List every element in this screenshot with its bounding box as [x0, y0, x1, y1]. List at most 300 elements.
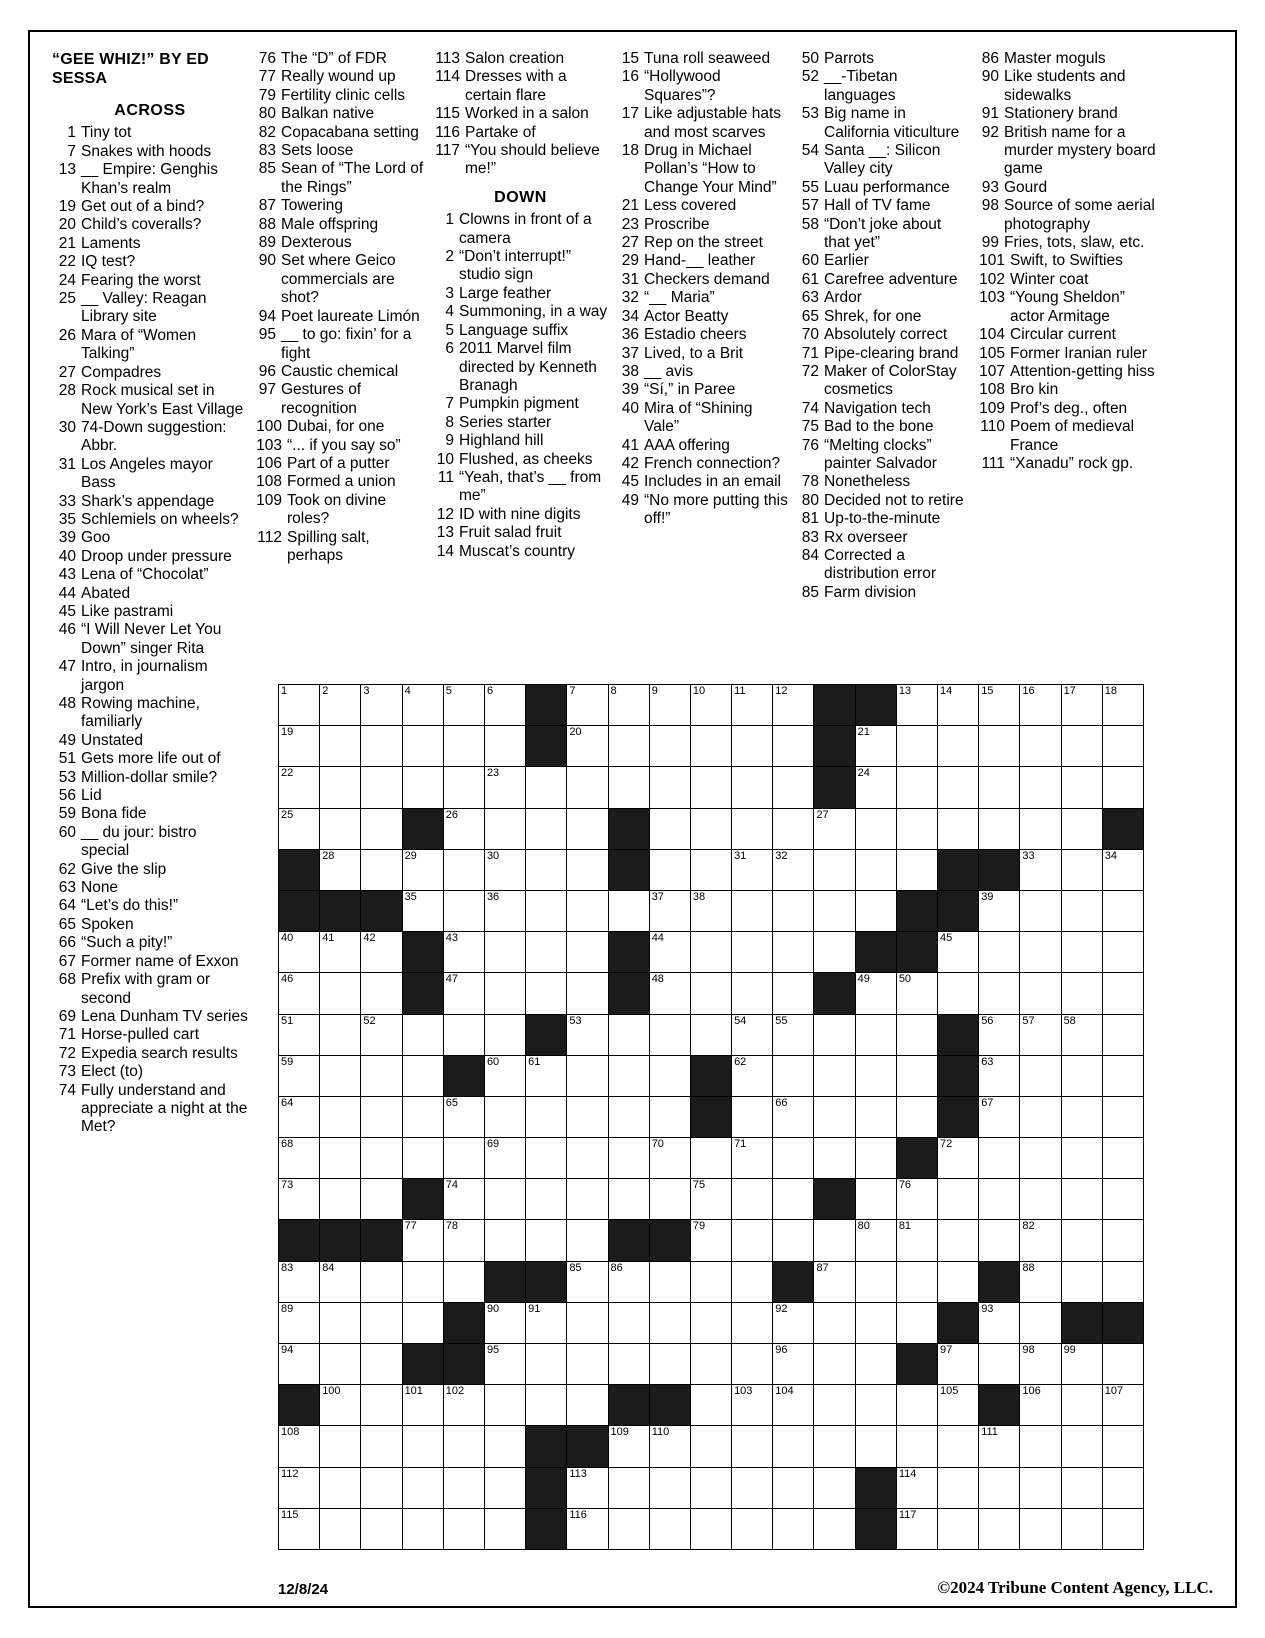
grid-cell[interactable]	[1102, 1179, 1143, 1220]
grid-cell[interactable]	[402, 1385, 443, 1426]
grid-cell[interactable]	[1020, 1385, 1061, 1426]
grid-cell[interactable]	[732, 973, 773, 1014]
grid-cell[interactable]	[732, 1138, 773, 1179]
grid-cell[interactable]	[896, 1014, 937, 1055]
grid-cell[interactable]	[773, 1508, 814, 1549]
grid-cell[interactable]	[320, 1344, 361, 1385]
grid-cell[interactable]	[896, 1261, 937, 1302]
grid-cell[interactable]	[1061, 808, 1102, 849]
grid-cell[interactable]	[690, 1014, 731, 1055]
grid-cell[interactable]	[443, 973, 484, 1014]
grid-cell[interactable]	[526, 808, 567, 849]
grid-cell[interactable]	[1020, 973, 1061, 1014]
grid-cell[interactable]	[979, 1508, 1020, 1549]
grid-cell[interactable]	[773, 1385, 814, 1426]
grid-cell[interactable]	[567, 890, 608, 931]
grid-cell[interactable]	[484, 890, 525, 931]
grid-cell[interactable]	[1102, 1096, 1143, 1137]
grid-cell[interactable]	[732, 1220, 773, 1261]
grid-cell[interactable]	[1020, 1344, 1061, 1385]
grid-cell[interactable]	[484, 1220, 525, 1261]
grid-cell[interactable]	[526, 1220, 567, 1261]
grid-cell[interactable]	[402, 767, 443, 808]
grid-cell[interactable]	[690, 767, 731, 808]
grid-cell[interactable]	[526, 767, 567, 808]
grid-cell[interactable]	[567, 973, 608, 1014]
grid-cell[interactable]	[320, 849, 361, 890]
grid-cell[interactable]	[320, 1055, 361, 1096]
grid-cell[interactable]	[732, 1096, 773, 1137]
grid-cell[interactable]	[649, 1426, 690, 1467]
grid-cell[interactable]	[690, 1344, 731, 1385]
grid-cell[interactable]	[896, 685, 937, 726]
grid-cell[interactable]	[361, 1138, 402, 1179]
grid-cell[interactable]	[1020, 1261, 1061, 1302]
grid-cell[interactable]	[690, 932, 731, 973]
grid-cell[interactable]	[896, 973, 937, 1014]
grid-cell[interactable]	[1102, 767, 1143, 808]
grid-cell[interactable]	[361, 1096, 402, 1137]
grid-cell[interactable]	[443, 1014, 484, 1055]
grid-cell[interactable]	[320, 685, 361, 726]
grid-cell[interactable]	[320, 1385, 361, 1426]
grid-cell[interactable]	[361, 932, 402, 973]
grid-cell[interactable]	[1061, 1055, 1102, 1096]
grid-cell[interactable]	[896, 1426, 937, 1467]
grid-cell[interactable]	[649, 767, 690, 808]
grid-cell[interactable]	[979, 1220, 1020, 1261]
grid-cell[interactable]	[1020, 890, 1061, 931]
grid-cell[interactable]	[896, 1302, 937, 1343]
grid-cell[interactable]	[1020, 685, 1061, 726]
grid-cell[interactable]	[855, 1096, 896, 1137]
grid-cell[interactable]	[896, 726, 937, 767]
grid-cell[interactable]	[567, 1220, 608, 1261]
grid-cell[interactable]	[1102, 1138, 1143, 1179]
grid-cell[interactable]	[526, 890, 567, 931]
grid-cell[interactable]	[320, 1138, 361, 1179]
grid-cell[interactable]	[773, 1138, 814, 1179]
grid-cell[interactable]	[938, 726, 979, 767]
grid-cell[interactable]	[1061, 849, 1102, 890]
grid-cell[interactable]	[567, 1344, 608, 1385]
grid-cell[interactable]	[361, 1014, 402, 1055]
grid-cell[interactable]	[402, 1508, 443, 1549]
grid-cell[interactable]	[649, 1261, 690, 1302]
grid-cell[interactable]	[814, 808, 855, 849]
grid-cell[interactable]	[773, 932, 814, 973]
grid-cell[interactable]	[279, 1344, 320, 1385]
grid-cell[interactable]	[773, 808, 814, 849]
grid-cell[interactable]	[773, 890, 814, 931]
grid-cell[interactable]	[526, 1302, 567, 1343]
grid-cell[interactable]	[773, 685, 814, 726]
grid-cell[interactable]	[567, 932, 608, 973]
grid-cell[interactable]	[1020, 726, 1061, 767]
grid-cell[interactable]	[1020, 1508, 1061, 1549]
grid-cell[interactable]	[690, 1467, 731, 1508]
grid-cell[interactable]	[649, 1138, 690, 1179]
grid-cell[interactable]	[567, 1138, 608, 1179]
grid-cell[interactable]	[443, 767, 484, 808]
grid-cell[interactable]	[608, 1302, 649, 1343]
grid-cell[interactable]	[814, 890, 855, 931]
grid-cell[interactable]	[979, 1344, 1020, 1385]
grid-cell[interactable]	[1102, 1426, 1143, 1467]
grid-cell[interactable]	[690, 726, 731, 767]
grid-cell[interactable]	[443, 726, 484, 767]
grid-cell[interactable]	[814, 1261, 855, 1302]
grid-cell[interactable]	[649, 1508, 690, 1549]
grid-cell[interactable]	[320, 1426, 361, 1467]
grid-cell[interactable]	[732, 1467, 773, 1508]
grid-cell[interactable]	[1102, 685, 1143, 726]
grid-cell[interactable]	[649, 1467, 690, 1508]
grid-cell[interactable]	[1061, 685, 1102, 726]
grid-cell[interactable]	[979, 973, 1020, 1014]
grid-cell[interactable]	[1102, 1385, 1143, 1426]
grid-cell[interactable]	[1102, 1055, 1143, 1096]
grid-cell[interactable]	[938, 1467, 979, 1508]
grid-cell[interactable]	[484, 1426, 525, 1467]
grid-cell[interactable]	[1061, 932, 1102, 973]
grid-cell[interactable]	[690, 808, 731, 849]
grid-cell[interactable]	[773, 1344, 814, 1385]
grid-cell[interactable]	[979, 808, 1020, 849]
grid-cell[interactable]	[608, 1014, 649, 1055]
grid-cell[interactable]	[773, 1179, 814, 1220]
grid-cell[interactable]	[1061, 726, 1102, 767]
grid-cell[interactable]	[361, 1055, 402, 1096]
grid-cell[interactable]	[1061, 1096, 1102, 1137]
grid-cell[interactable]	[279, 808, 320, 849]
grid-cell[interactable]	[279, 1096, 320, 1137]
grid-cell[interactable]	[814, 1426, 855, 1467]
grid-cell[interactable]	[567, 1055, 608, 1096]
grid-cell[interactable]	[402, 726, 443, 767]
grid-cell[interactable]	[814, 1302, 855, 1343]
grid-cell[interactable]	[608, 1344, 649, 1385]
grid-cell[interactable]	[361, 849, 402, 890]
grid-cell[interactable]	[443, 890, 484, 931]
grid-cell[interactable]	[443, 932, 484, 973]
grid-cell[interactable]	[526, 973, 567, 1014]
grid-cell[interactable]	[320, 808, 361, 849]
grid-cell[interactable]	[814, 1138, 855, 1179]
grid-cell[interactable]	[567, 808, 608, 849]
grid-cell[interactable]	[1061, 1179, 1102, 1220]
grid-cell[interactable]	[279, 685, 320, 726]
grid-cell[interactable]	[1061, 1426, 1102, 1467]
grid-cell[interactable]	[855, 1302, 896, 1343]
grid-cell[interactable]	[484, 1302, 525, 1343]
grid-cell[interactable]	[608, 1261, 649, 1302]
grid-cell[interactable]	[608, 890, 649, 931]
grid-cell[interactable]	[855, 808, 896, 849]
grid-cell[interactable]	[732, 726, 773, 767]
grid-cell[interactable]	[896, 1055, 937, 1096]
grid-cell[interactable]	[855, 849, 896, 890]
grid-cell[interactable]	[1061, 1138, 1102, 1179]
grid-cell[interactable]	[1020, 1467, 1061, 1508]
grid-cell[interactable]	[1102, 890, 1143, 931]
grid-cell[interactable]	[732, 932, 773, 973]
grid-cell[interactable]	[855, 767, 896, 808]
grid-cell[interactable]	[649, 1344, 690, 1385]
grid-cell[interactable]	[649, 890, 690, 931]
grid-cell[interactable]	[608, 767, 649, 808]
grid-cell[interactable]	[320, 1467, 361, 1508]
grid-cell[interactable]	[279, 1261, 320, 1302]
grid-cell[interactable]	[484, 1096, 525, 1137]
grid-cell[interactable]	[649, 1096, 690, 1137]
grid-cell[interactable]	[979, 1179, 1020, 1220]
grid-cell[interactable]	[484, 1385, 525, 1426]
grid-cell[interactable]	[443, 1508, 484, 1549]
grid-cell[interactable]	[567, 1467, 608, 1508]
grid-cell[interactable]	[732, 890, 773, 931]
grid-cell[interactable]	[402, 1426, 443, 1467]
grid-cell[interactable]	[361, 1302, 402, 1343]
grid-cell[interactable]	[649, 849, 690, 890]
grid-cell[interactable]	[608, 1508, 649, 1549]
grid-cell[interactable]	[855, 1426, 896, 1467]
grid-cell[interactable]	[320, 1508, 361, 1549]
grid-cell[interactable]	[1102, 849, 1143, 890]
grid-cell[interactable]	[773, 1014, 814, 1055]
grid-cell[interactable]	[484, 1508, 525, 1549]
grid-cell[interactable]	[402, 1302, 443, 1343]
grid-cell[interactable]	[484, 808, 525, 849]
grid-cell[interactable]	[649, 1014, 690, 1055]
grid-cell[interactable]	[773, 1220, 814, 1261]
grid-cell[interactable]	[402, 1261, 443, 1302]
grid-cell[interactable]	[484, 1344, 525, 1385]
grid-cell[interactable]	[402, 1096, 443, 1137]
grid-cell[interactable]	[1020, 1014, 1061, 1055]
grid-cell[interactable]	[690, 849, 731, 890]
grid-cell[interactable]	[814, 1385, 855, 1426]
grid-cell[interactable]	[484, 685, 525, 726]
grid-cell[interactable]	[649, 808, 690, 849]
grid-cell[interactable]	[484, 726, 525, 767]
grid-cell[interactable]	[526, 1055, 567, 1096]
grid-cell[interactable]	[1020, 1096, 1061, 1137]
grid-cell[interactable]	[896, 1467, 937, 1508]
grid-cell[interactable]	[732, 685, 773, 726]
grid-cell[interactable]	[320, 726, 361, 767]
grid-cell[interactable]	[361, 1426, 402, 1467]
grid-cell[interactable]	[814, 1220, 855, 1261]
grid-cell[interactable]	[938, 1138, 979, 1179]
grid-cell[interactable]	[1061, 1508, 1102, 1549]
grid-cell[interactable]	[567, 849, 608, 890]
grid-cell[interactable]	[1061, 1385, 1102, 1426]
grid-cell[interactable]	[1020, 1055, 1061, 1096]
grid-cell[interactable]	[649, 1055, 690, 1096]
grid-cell[interactable]	[773, 1467, 814, 1508]
grid-cell[interactable]	[608, 1096, 649, 1137]
grid-cell[interactable]	[526, 1138, 567, 1179]
grid-cell[interactable]	[732, 1426, 773, 1467]
grid-cell[interactable]	[484, 973, 525, 1014]
grid-cell[interactable]	[279, 1179, 320, 1220]
grid-cell[interactable]	[320, 1261, 361, 1302]
grid-cell[interactable]	[1061, 1261, 1102, 1302]
grid-cell[interactable]	[773, 973, 814, 1014]
grid-cell[interactable]	[938, 1508, 979, 1549]
grid-cell[interactable]	[567, 685, 608, 726]
grid-cell[interactable]	[567, 1508, 608, 1549]
grid-cell[interactable]	[526, 1096, 567, 1137]
grid-cell[interactable]	[567, 1302, 608, 1343]
grid-cell[interactable]	[814, 932, 855, 973]
grid-cell[interactable]	[938, 1426, 979, 1467]
grid-cell[interactable]	[1020, 932, 1061, 973]
grid-cell[interactable]	[484, 1014, 525, 1055]
grid-cell[interactable]	[896, 849, 937, 890]
grid-cell[interactable]	[1020, 1426, 1061, 1467]
grid-cell[interactable]	[896, 1096, 937, 1137]
grid-cell[interactable]	[320, 973, 361, 1014]
grid-cell[interactable]	[938, 932, 979, 973]
grid-cell[interactable]	[1061, 1220, 1102, 1261]
grid-cell[interactable]	[979, 1138, 1020, 1179]
grid-cell[interactable]	[443, 1220, 484, 1261]
grid-cell[interactable]	[608, 1179, 649, 1220]
grid-cell[interactable]	[649, 1302, 690, 1343]
grid-cell[interactable]	[814, 1344, 855, 1385]
grid-cell[interactable]	[484, 767, 525, 808]
grid-cell[interactable]	[443, 1426, 484, 1467]
grid-cell[interactable]	[361, 1508, 402, 1549]
grid-cell[interactable]	[690, 973, 731, 1014]
grid-cell[interactable]	[896, 1508, 937, 1549]
grid-cell[interactable]	[361, 1385, 402, 1426]
grid-cell[interactable]	[1061, 1344, 1102, 1385]
grid-cell[interactable]	[938, 1385, 979, 1426]
grid-cell[interactable]	[484, 1055, 525, 1096]
grid-cell[interactable]	[855, 1385, 896, 1426]
grid-cell[interactable]	[690, 1385, 731, 1426]
grid-cell[interactable]	[814, 1096, 855, 1137]
grid-cell[interactable]	[320, 1179, 361, 1220]
grid-cell[interactable]	[649, 973, 690, 1014]
grid-cell[interactable]	[690, 1261, 731, 1302]
grid-cell[interactable]	[361, 1261, 402, 1302]
grid-cell[interactable]	[526, 849, 567, 890]
grid-cell[interactable]	[938, 1261, 979, 1302]
grid-cell[interactable]	[814, 1508, 855, 1549]
grid-cell[interactable]	[1061, 973, 1102, 1014]
grid-cell[interactable]	[279, 1014, 320, 1055]
grid-cell[interactable]	[484, 1179, 525, 1220]
grid-cell[interactable]	[1061, 1467, 1102, 1508]
grid-cell[interactable]	[608, 685, 649, 726]
grid-cell[interactable]	[526, 1179, 567, 1220]
crossword-grid[interactable]	[278, 684, 1144, 1550]
grid-cell[interactable]	[732, 1179, 773, 1220]
grid-cell[interactable]	[732, 1302, 773, 1343]
grid-cell[interactable]	[732, 1344, 773, 1385]
grid-cell[interactable]	[443, 1179, 484, 1220]
grid-cell[interactable]	[773, 767, 814, 808]
grid-cell[interactable]	[896, 1385, 937, 1426]
grid-cell[interactable]	[361, 1179, 402, 1220]
grid-cell[interactable]	[855, 1055, 896, 1096]
grid-cell[interactable]	[855, 1220, 896, 1261]
grid-cell[interactable]	[938, 973, 979, 1014]
grid-cell[interactable]	[1102, 973, 1143, 1014]
grid-cell[interactable]	[938, 808, 979, 849]
grid-cell[interactable]	[608, 726, 649, 767]
grid-cell[interactable]	[1020, 808, 1061, 849]
grid-cell[interactable]	[855, 726, 896, 767]
grid-cell[interactable]	[443, 1096, 484, 1137]
grid-cell[interactable]	[979, 932, 1020, 973]
grid-cell[interactable]	[361, 1344, 402, 1385]
grid-cell[interactable]	[649, 932, 690, 973]
grid-cell[interactable]	[361, 1467, 402, 1508]
grid-cell[interactable]	[1061, 890, 1102, 931]
grid-cell[interactable]	[567, 726, 608, 767]
grid-cell[interactable]	[443, 1138, 484, 1179]
grid-cell[interactable]	[690, 1179, 731, 1220]
grid-cell[interactable]	[484, 1138, 525, 1179]
grid-cell[interactable]	[979, 726, 1020, 767]
grid-cell[interactable]	[690, 1220, 731, 1261]
grid-cell[interactable]	[279, 1467, 320, 1508]
grid-cell[interactable]	[896, 767, 937, 808]
grid-cell[interactable]	[320, 1014, 361, 1055]
grid-cell[interactable]	[690, 685, 731, 726]
grid-cell[interactable]	[896, 1220, 937, 1261]
grid-cell[interactable]	[361, 726, 402, 767]
grid-cell[interactable]	[1020, 1179, 1061, 1220]
grid-cell[interactable]	[361, 973, 402, 1014]
grid-cell[interactable]	[690, 1302, 731, 1343]
grid-cell[interactable]	[484, 1467, 525, 1508]
grid-cell[interactable]	[773, 1302, 814, 1343]
grid-cell[interactable]	[567, 1014, 608, 1055]
grid-cell[interactable]	[690, 1138, 731, 1179]
grid-cell[interactable]	[361, 808, 402, 849]
grid-cell[interactable]	[773, 1096, 814, 1137]
grid-cell[interactable]	[938, 1344, 979, 1385]
grid-cell[interactable]	[443, 1385, 484, 1426]
grid-cell[interactable]	[814, 1467, 855, 1508]
grid-cell[interactable]	[320, 932, 361, 973]
grid-cell[interactable]	[855, 1261, 896, 1302]
grid-cell[interactable]	[814, 849, 855, 890]
grid-cell[interactable]	[1102, 726, 1143, 767]
grid-cell[interactable]	[979, 767, 1020, 808]
grid-cell[interactable]	[443, 685, 484, 726]
grid-cell[interactable]	[979, 1014, 1020, 1055]
grid-cell[interactable]	[402, 1467, 443, 1508]
grid-cell[interactable]	[279, 1302, 320, 1343]
grid-cell[interactable]	[690, 1508, 731, 1549]
grid-cell[interactable]	[402, 1055, 443, 1096]
grid-cell[interactable]	[1020, 1138, 1061, 1179]
grid-cell[interactable]	[814, 1014, 855, 1055]
grid-cell[interactable]	[649, 726, 690, 767]
grid-cell[interactable]	[979, 1096, 1020, 1137]
grid-cell[interactable]	[279, 1138, 320, 1179]
grid-cell[interactable]	[732, 808, 773, 849]
grid-cell[interactable]	[1102, 1220, 1143, 1261]
grid-cell[interactable]	[567, 1261, 608, 1302]
